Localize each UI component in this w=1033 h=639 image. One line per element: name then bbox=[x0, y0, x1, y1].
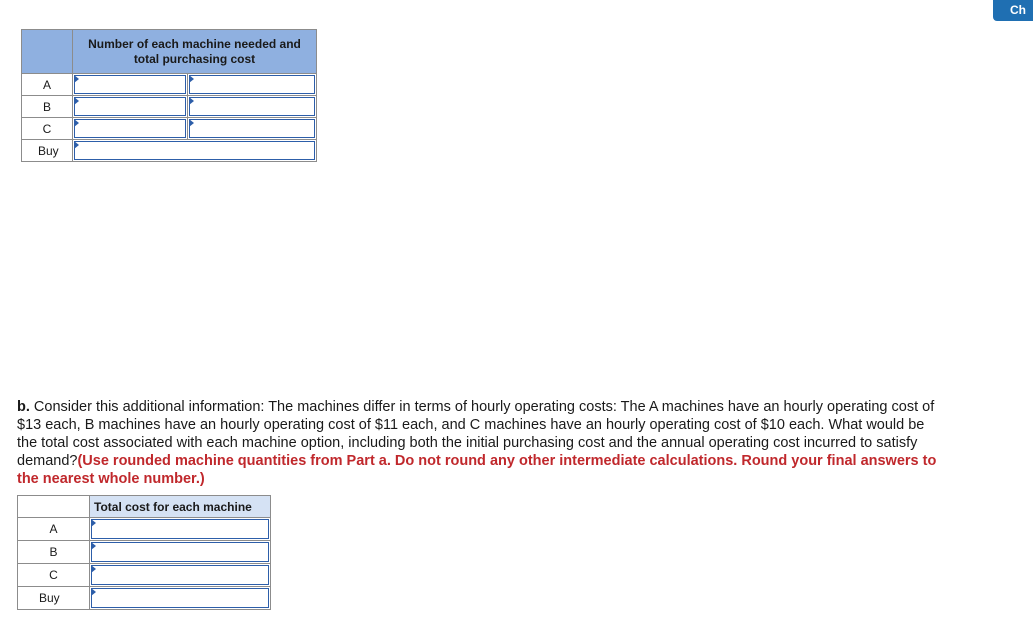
input-c-cost[interactable] bbox=[188, 118, 317, 140]
input-flag-icon bbox=[91, 588, 96, 596]
row-label-buy: Buy bbox=[22, 140, 73, 162]
input-a-cost[interactable] bbox=[188, 74, 317, 96]
table-header: Number of each machine needed and total purchasing cost bbox=[73, 30, 317, 74]
total-cost-table bbox=[17, 495, 271, 610]
table-row bbox=[18, 518, 271, 541]
table-row bbox=[18, 564, 271, 587]
check-button[interactable]: Ch bbox=[993, 0, 1033, 21]
input-flag-icon bbox=[189, 119, 194, 127]
input-b-cost[interactable] bbox=[188, 96, 317, 118]
input-c-quantity[interactable] bbox=[73, 118, 188, 140]
input-flag-icon bbox=[91, 565, 96, 573]
row-label-a: A bbox=[22, 74, 73, 96]
input-flag-icon bbox=[74, 75, 79, 83]
table-row bbox=[22, 96, 317, 118]
row-label-c: C bbox=[22, 118, 73, 140]
part-b-text: Consider this additional information: The machines differ in terms of hourly operating costs: The A machines have an hourly operating cost of $13 each, B machines have an hourly operating cost of $11 each, and C machines have an hourly operating cost of $10 each. What would be the total cost associated with each machine option, including both the initial purchasing cost and the annual operating cost incurred to satisfy demand? bbox=[17, 399, 935, 469]
input-flag-icon bbox=[189, 97, 194, 105]
row-label-c: C bbox=[18, 564, 90, 587]
table-row bbox=[22, 140, 317, 162]
row-label-a: A bbox=[18, 518, 90, 541]
table-header: Total cost for each machine bbox=[90, 496, 271, 518]
input-total-a[interactable] bbox=[90, 518, 271, 541]
input-flag-icon bbox=[74, 97, 79, 105]
input-flag-icon bbox=[91, 519, 96, 527]
input-flag-icon bbox=[74, 141, 79, 149]
row-label-b: B bbox=[18, 541, 90, 564]
input-buy[interactable] bbox=[73, 140, 317, 162]
table-row bbox=[18, 587, 271, 610]
row-label-b: B bbox=[22, 96, 73, 118]
table-row bbox=[22, 118, 317, 140]
part-b-question bbox=[17, 398, 947, 488]
input-total-c[interactable] bbox=[90, 564, 271, 587]
input-flag-icon bbox=[189, 75, 194, 83]
part-b-prefix: b. bbox=[17, 399, 30, 415]
corner-header-cell bbox=[18, 496, 90, 518]
input-flag-icon bbox=[74, 119, 79, 127]
table-row bbox=[18, 541, 271, 564]
input-b-quantity[interactable] bbox=[73, 96, 188, 118]
input-a-quantity[interactable] bbox=[73, 74, 188, 96]
corner-header-cell bbox=[22, 30, 73, 74]
input-flag-icon bbox=[91, 542, 96, 550]
table-row bbox=[22, 74, 317, 96]
part-b-instruction: (Use rounded machine quantities from Part a. Do not round any other intermediate calculations. Round your final answers to the nearest whole number.) bbox=[17, 453, 937, 487]
row-label-buy: Buy bbox=[18, 587, 90, 610]
input-total-buy[interactable] bbox=[90, 587, 271, 610]
purchasing-cost-table bbox=[21, 29, 317, 162]
input-total-b[interactable] bbox=[90, 541, 271, 564]
